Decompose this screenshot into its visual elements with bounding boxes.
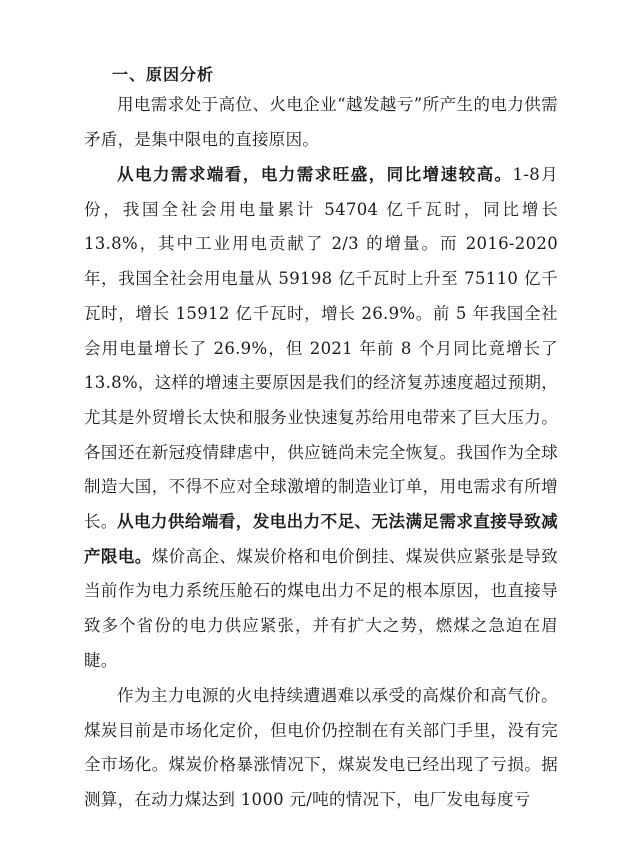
paragraph-supply-side — [84, 505, 558, 679]
section-heading: 一、原因分析 — [112, 65, 215, 84]
paragraph-text: 作为主力电源的火电持续遭遇难以承受的高煤价和高气价。煤炭目前是市场化定价，但电价仍控制在有关部门手里，没有完全市场化。煤炭价格暴涨情况下，煤炭发电已经出现了亏损。据测算，在动力煤达到 1000 元/吨的情况下，电厂发电每度亏 — [84, 686, 558, 810]
paragraph-text: 用电需求处于高位、火电企业“越发越亏”所产生的电力供需矛盾，是集中限电的直接原因。 — [84, 95, 558, 149]
paragraph-text: 1-8月份，我国全社会用电量累计 54704 亿千瓦时，同比增长 13.8%，其中工业用电贡献了 2/3 的增量。而 2016-2020 年，我国全社会用电量从 59198 亿千瓦时上升至 75110 亿千瓦时，增长 15912 亿千瓦时，增长 26.9%。前 5 年我国全社会用电量增长了 26.9%，但 2021 年前 8 个月同比竟增长了 13.8%，这样的增速主要原因是我们的经济复苏速度超过预期，尤其是外贸增长太快和服务业快速复苏给用电带来了巨大压力。各国还在新冠疫情肆虐中，供应链尚未完全恢复。我国作为全球制造大国，不得不应对全球激增的制造业订单，用电需求有所增长。 — [84, 165, 558, 532]
paragraph-thermal-power — [84, 679, 558, 818]
paragraph-intro — [84, 88, 558, 157]
paragraph-lead: 从电力供给端看，发电出力不足、无法满足需求直接导致减产限电。 — [84, 512, 558, 566]
paragraph-lead: 从电力需求端看，电力需求旺盛，同比增速较高。 — [117, 165, 513, 184]
paragraph-demand-side — [84, 158, 558, 540]
paragraph-text: 煤价高企、煤炭价格和电价倒挂、煤炭供应紧张是导致当前作为电力系统压舱石的煤电出力不足的根本原因，也直接导致多个省份的电力供应紧张，并有扩大之势，燃煤之急迫在眉睫。 — [84, 546, 558, 670]
